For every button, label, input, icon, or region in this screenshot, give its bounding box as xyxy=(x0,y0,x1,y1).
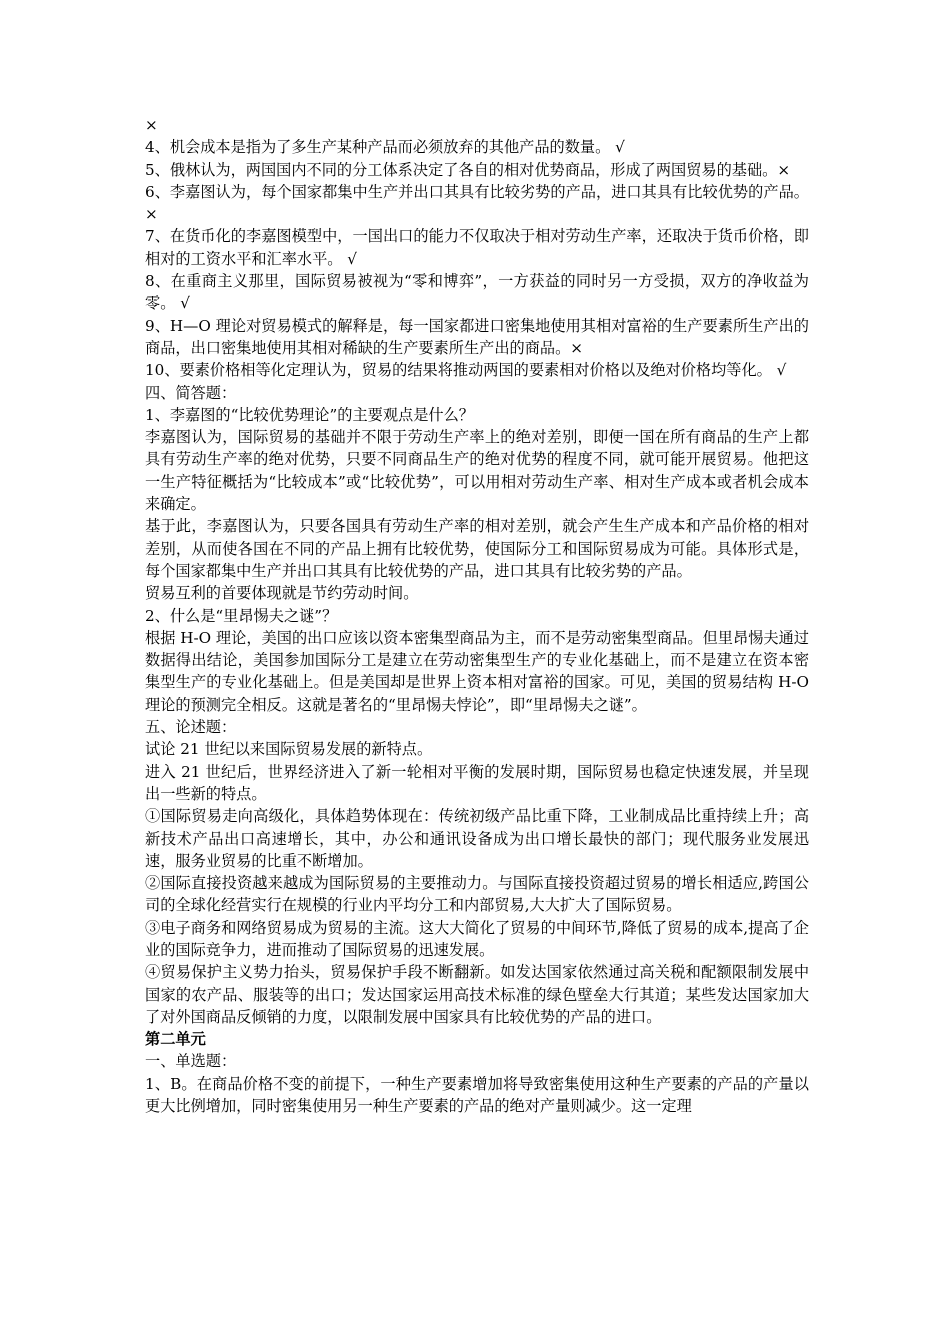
section-heading-single-choice: 一、单选题： xyxy=(145,1052,237,1071)
answer-2: 根据 H-O 理论，美国的出口应该以资本密集型商品为主，而不是劳动密集型商品。但里昂惕夫通过数据得出结论，美国参加国际分工是建立在劳动密集型生产的专业化基础上，而不是建立在资本密集型生产的专业化基础上。但是美国却是世界上资本相对富裕的国家。可见，美国的贸易结构 H-O 理论的预测完全相反。这就是著名的“里昂惕夫悖论”，即“里昂惕夫之谜”。 xyxy=(145,628,809,714)
unit-heading: 第二单元 xyxy=(145,1030,206,1049)
essay-question: 试论 21 世纪以来国际贸易发展的新特点。 xyxy=(145,740,433,759)
question-1: 1、李嘉图的“比较优势理论”的主要观点是什么？ xyxy=(145,405,474,424)
essay-point-4: ④贸易保护主义势力抬头，贸易保护手段不断翻新。如发达国家依然通过高关税和配额限制发展中国家的农产品、服装等的出口；发达国家运用高技术标准的绿色壁垒大行其道；某些发达国家加大了对外国商品反倾销的力度，以限制发展中国家具有比较优势的产品的进口。 xyxy=(145,963,809,1026)
document-page xyxy=(145,114,809,1117)
true-false-item-5: 5、俄林认为，两国国内不同的分工体系决定了各自的相对优势商品，形成了两国贸易的基础。× xyxy=(145,160,791,179)
true-false-item-6: 6、李嘉图认为，每个国家都集中生产并出口其具有比较劣势的产品，进口其具有比较优势的产品。× xyxy=(145,182,809,224)
mark-cross: × xyxy=(145,116,158,134)
true-false-item-10: 10、要素价格相等化定理认为，贸易的结果将推动两国的要素相对价格以及绝对价格均等化。 √ xyxy=(145,361,787,380)
essay-point-1: ①国际贸易走向高级化，具体趋势体现在：传统初级产品比重下降，工业制成品比重持续上升；高新技术产品出口高速增长，其中，办公和通讯设备成为出口增长最快的部门；现代服务业发展迅速，服务业贸易的比重不断增加。 xyxy=(145,807,809,870)
essay-point-2: ②国际直接投资越来越成为国际贸易的主要推动力。与国际直接投资超过贸易的增长相适应,跨国公司的全球化经营实行在规模的行业内平均分工和内部贸易,大大扩大了国际贸易。 xyxy=(145,874,809,915)
true-false-item-4: 4、机会成本是指为了多生产某种产品而必须放弃的其他产品的数量。 √ xyxy=(145,138,625,157)
answer-1-paragraph-1: 李嘉图认为，国际贸易的基础并不限于劳动生产率上的绝对差别，即便一国在所有商品的生产上都具有劳动生产率的绝对优势，只要不同商品生产的绝对优势的程度不同，就可能开展贸易。他把这一生产特征概括为“比较成本”或“比较优势”，可以用相对劳动生产率、相对生产成本或者机会成本来确定。 xyxy=(145,428,809,514)
essay-point-3: ③电子商务和网络贸易成为贸易的主流。这大大简化了贸易的中间环节,降低了贸易的成本,提高了企业的国际竞争力，进而推动了国际贸易的迅速发展。 xyxy=(145,918,809,959)
true-false-item-8: 8、在重商主义那里，国际贸易被视为“零和博弈”，一方获益的同时另一方受损，双方的净收益为零。 √ xyxy=(145,272,809,313)
answer-1-paragraph-2: 基于此，李嘉图认为，只要各国具有劳动生产率的相对差别，就会产生生产成本和产品价格的相对差别，从而使各国在不同的产品上拥有比较优势，使国际分工和国际贸易成为可能。具体形式是，每个国家都集中生产并出口其具有比较优势的产品，进口其具有比较劣势的产品。 xyxy=(145,517,809,580)
section-heading-essay: 五、论述题： xyxy=(145,718,237,737)
question-2: 2、什么是“里昂惕夫之谜”？ xyxy=(145,606,338,625)
section-heading-short-answer: 四、简答题： xyxy=(145,383,237,402)
true-false-item-9: 9、H—O 理论对贸易模式的解释是，每一国家都进口密集地使用其相对富裕的生产要素所生产出的商品，出口密集地使用其相对稀缺的生产要素所生产出的商品。× xyxy=(145,316,809,357)
answer-1-paragraph-3: 贸易互利的首要体现就是节约劳动时间。 xyxy=(145,584,419,603)
true-false-item-7: 7、在货币化的李嘉图模型中，一国出口的能力不仅取决于相对劳动生产率，还取决于货币价格，即相对的工资水平和汇率水平。 √ xyxy=(145,227,809,268)
essay-intro: 进入 21 世纪后，世界经济进入了新一轮相对平衡的发展时期，国际贸易也稳定快速发展，并呈现出一些新的特点。 xyxy=(145,762,809,803)
single-choice-item-1: 1、B。在商品价格不变的前提下，一种生产要素增加将导致密集使用这种生产要素的产品的产量以更大比例增加，同时密集使用另一种生产要素的产品的绝对产量则减少。这一定理 xyxy=(145,1074,809,1116)
